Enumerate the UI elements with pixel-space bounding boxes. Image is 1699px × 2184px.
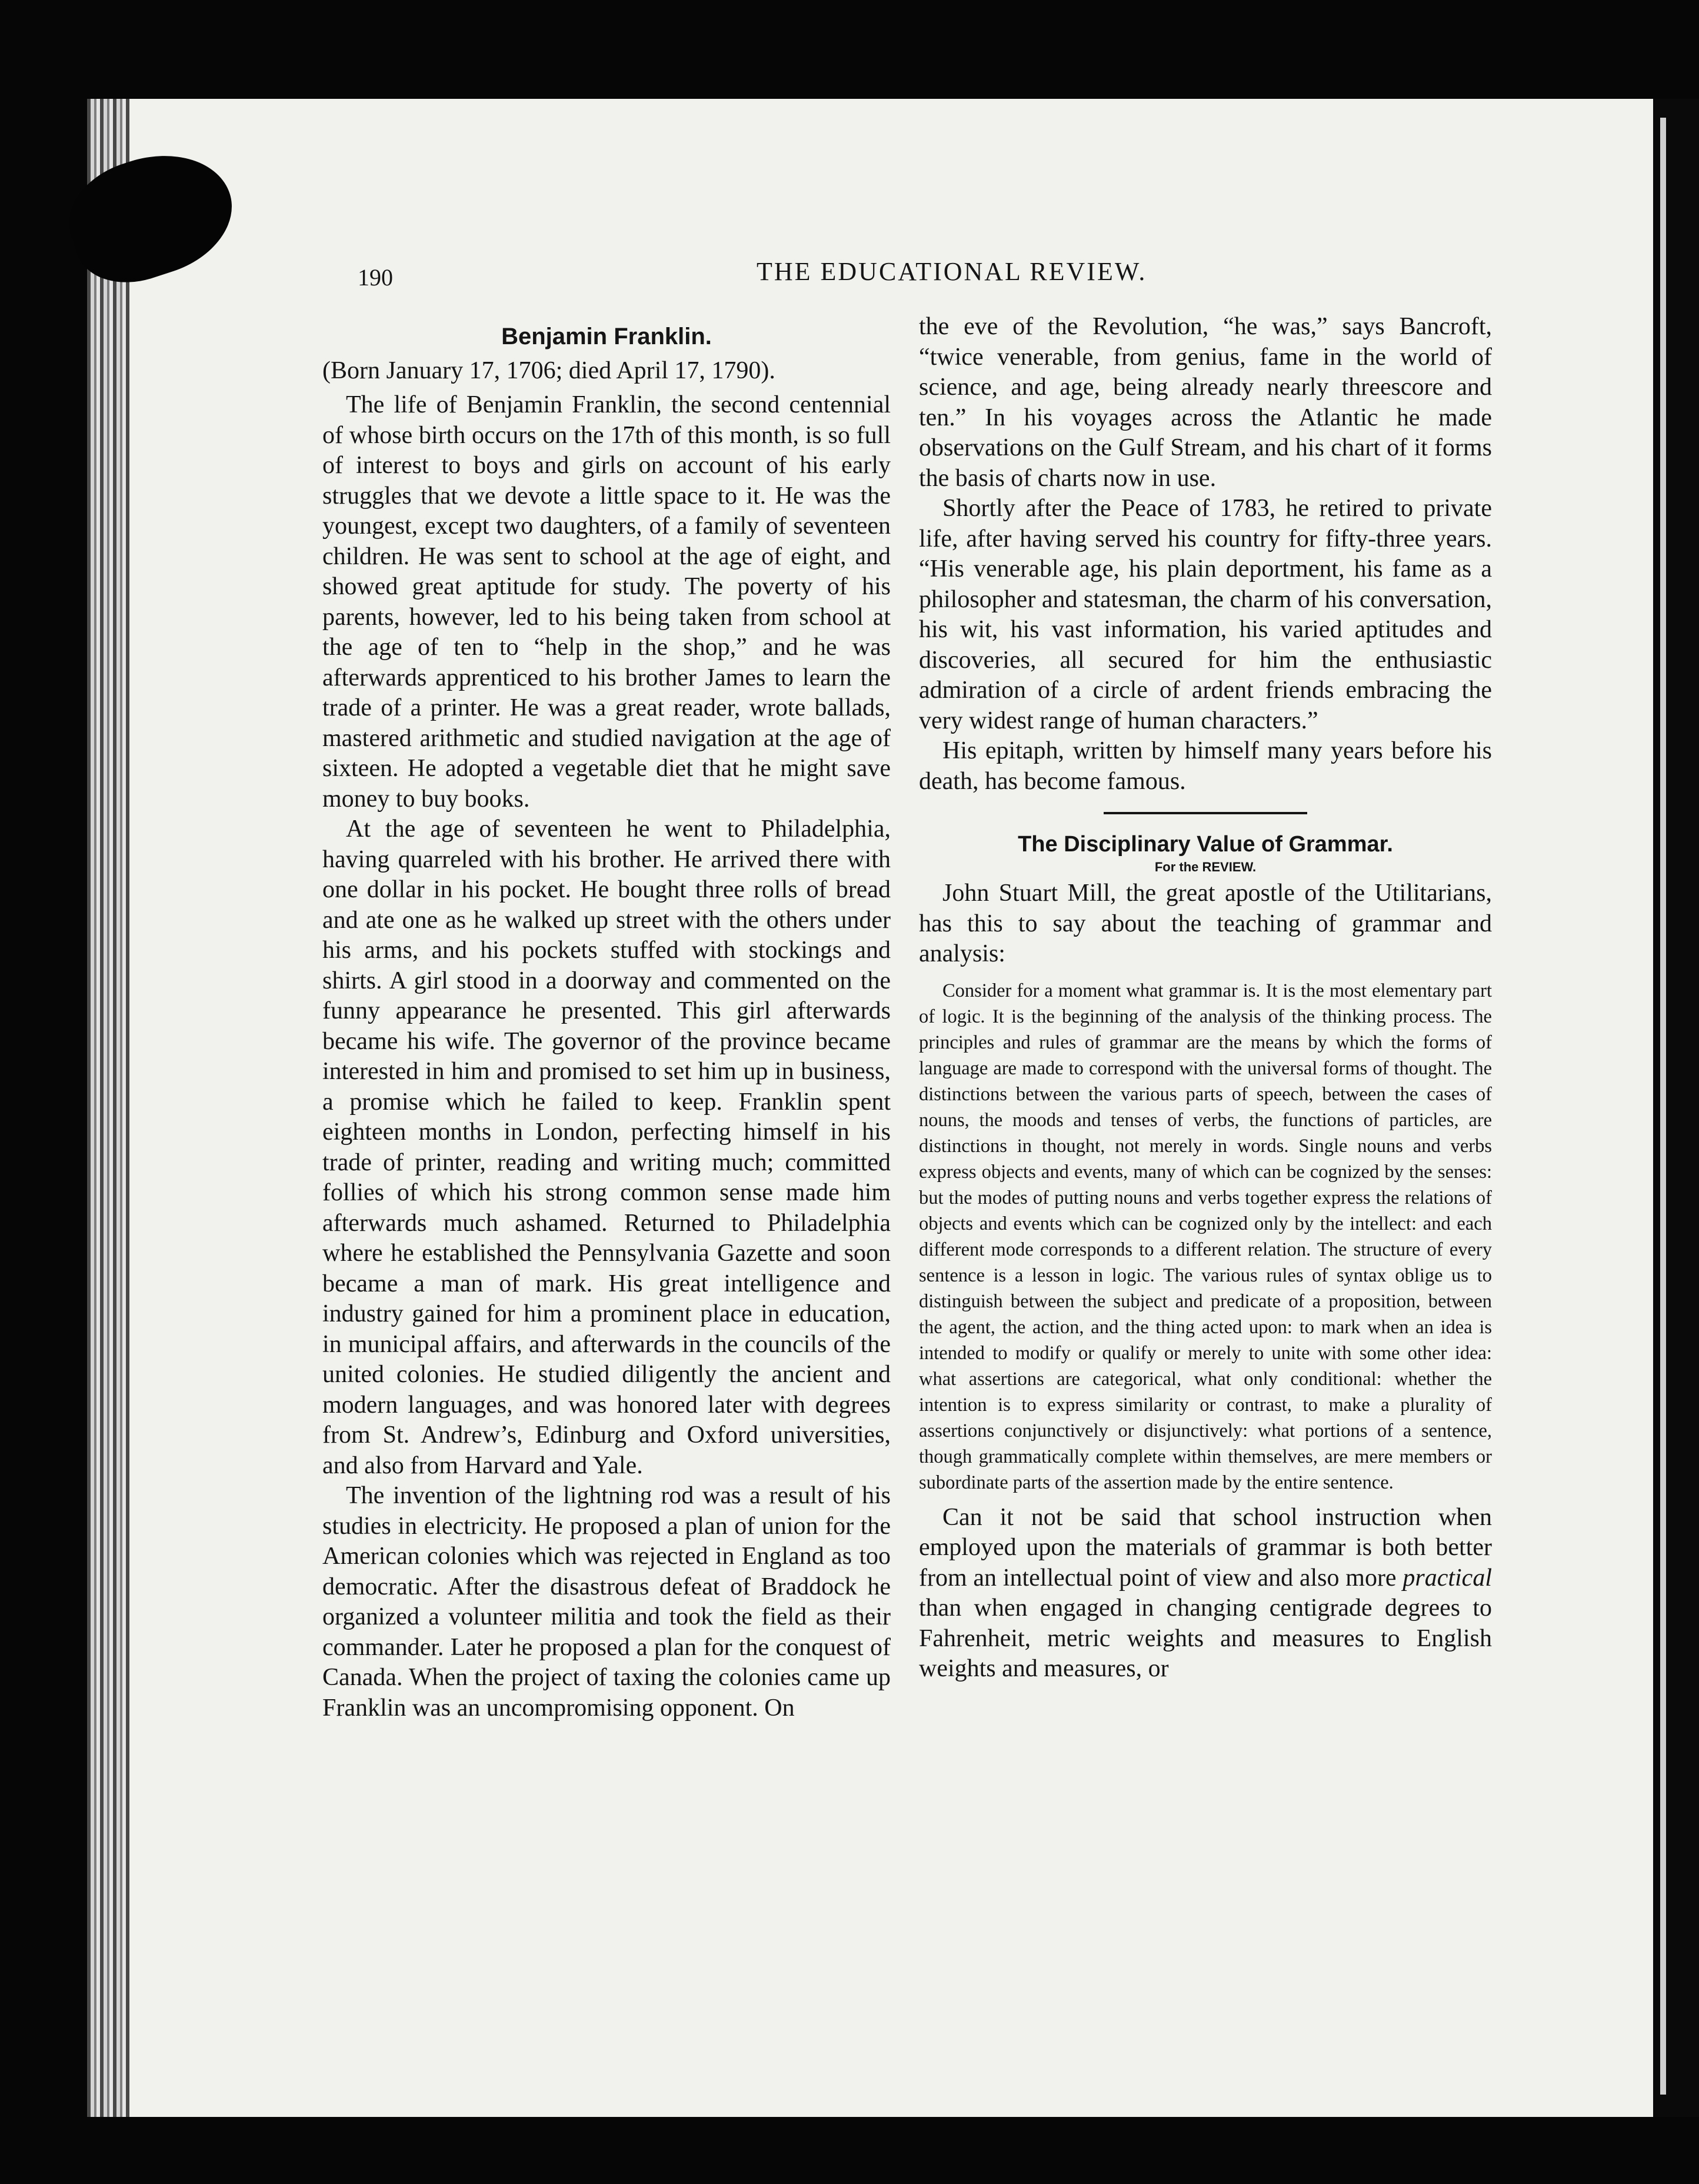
emphasis: practical — [1402, 1564, 1492, 1592]
paragraph: At the age of seventeen he went to Philadelphia, having quarreled with his brother. He arrived there with one dollar in his pocket. He bought three rolls of bread and ate one as he walked up street with the others under his arms, and his pockets stuffed with stockings and shirts. A girl stood in a doorway and commented on the funny appearance he presented. This girl afterwards became his wife. The governor of the province became interested in him and promised to set him up in business, a promise which he failed to keep. Franklin spent eighteen months in London, perfecting himself in his trade of printer, reading and writing much; committed follies of which his strong common sense made him afterwards much ashamed. Returned to Philadelphia where he established the Pennsylvania Gazette and soon became a man of mark. His great intelligence and industry gained for him a prominent place in education, in municipal affairs, and afterwards in the councils of the united colonies. He studied diligently the ancient and modern languages, and was honored later with degrees from St. Andrew’s, Edinburg and Oxford universities, and also from Harvard and Yale. — [322, 815, 891, 1479]
paragraph: Shortly after the Peace of 1783, he retired to private life, after having served his country for fifty-three years. “His venerable age, his plain deportment, his fame as a philosopher and statesman, the charm of his conversation, his wit, his vast information, his varied aptitudes and discoveries, all secured for him the enthusiastic admiration of a circle of ardent friends embracing the very widest range of human characters.” — [919, 495, 1492, 734]
running-head: THE EDUCATIONAL REVIEW. — [757, 257, 1147, 286]
left-column — [322, 312, 891, 1723]
paragraph: John Stuart Mill, the great apostle of the Utilitarians, has this to say about the teaching of grammar and analysis: — [919, 880, 1492, 967]
section-divider — [1104, 812, 1307, 814]
paragraph: The invention of the lightning rod was a result of his studies in electricity. He proposed a plan of union for the American colonies which was rejected in England as too democratic. After the disastrous defeat of Braddock he organized a volunteer militia and took the field as their commander. Later he proposed a plan for the conquest of Canada. When the project of taxing the colonies came up Franklin was an uncompromising opponent. On — [322, 1482, 891, 1722]
paragraph: the eve of the Revolution, “he was,” says Bancroft, “twice venerable, from genius, fame in the world of science, and age, being already nearly threescore and ten.” In his voyages across the Atlantic he made observations on the Gulf Stream, and his chart of it forms the basis of charts now in use. — [919, 313, 1492, 492]
text-run: Can it not be said that school instruction when employed upon the materials of grammar is both better from an intellectual point of view and also more — [919, 1503, 1492, 1592]
article-title-franklin: Benjamin Franklin. — [501, 324, 712, 349]
binding-gutter — [87, 99, 129, 2117]
paragraph — [919, 1503, 1492, 1684]
article-byline: For the REVIEW. — [1154, 860, 1257, 874]
paragraph: The life of Benjamin Franklin, the second centennial of whose birth occurs on the 17th of this month, is so full of interest to boys and girls on account of his early struggles that we devote a little space to it. He was the youngest, except two daughters, of a family of seventeen children. He was sent to school at the age of eight, and showed great aptitude for study. The poverty of his parents, however, led to his being taken from school at the age of ten to “help in the shop,” and he was afterwards apprenticed to his brother James to learn the trade of a printer. He was a great reader, wrote ballads, mastered arithmetic and studied navigation at the age of sixteen. He adopted a vegetable diet that he might save money to buy books. — [322, 391, 891, 813]
article-title-grammar: The Disciplinary Value of Grammar. — [1018, 832, 1393, 857]
block-quote: Consider for a moment what grammar is. It is the most elementary part of logic. It is the beginning of the analysis of the thinking process. The principles and rules of grammar are the means by which the forms of language are made to correspond with the universal forms of thought. The distinctions between the various parts of speech, between the cases of nouns, the moods and tenses of verbs, the functions of particles, are distinctions in thought, not merely in words. Single nouns and verbs express objects and events, many of which can be cognized by the senses: but the modes of putting nouns and verbs together express the relations of objects and events which can be cognized only by the intellect: and each different mode corresponds to a different relation. The structure of every sentence is a lesson in logic. The various rules of syntax oblige us to distinguish between the subject and predicate of a proposition, between the agent, the action, and the thing acted upon: to mark when an idea is intended to modify or qualify or merely to unite with some other idea: what assertions are categorical, what only conditional: whether the intention is to express similarity or contrast, to make a plurality of assertions conjunctively or disjunctively: what portions of a sentence, though grammatically complete within themselves, are mere members or subordinate parts of the assertion made by the entire sentence. — [919, 980, 1492, 1493]
adjacent-page-edge — [1660, 118, 1666, 2095]
text-run: than when engaged in changing centigrade degrees to Fahrenheit, metric weights and measures to English weights and measures, or — [919, 1594, 1492, 1682]
article-dates: (Born January 17, 1706; died April 17, 1790). — [322, 357, 775, 384]
right-column — [919, 312, 1492, 1684]
page-number: 190 — [358, 264, 393, 291]
paragraph: His epitaph, written by himself many years before his death, has become famous. — [919, 737, 1492, 795]
